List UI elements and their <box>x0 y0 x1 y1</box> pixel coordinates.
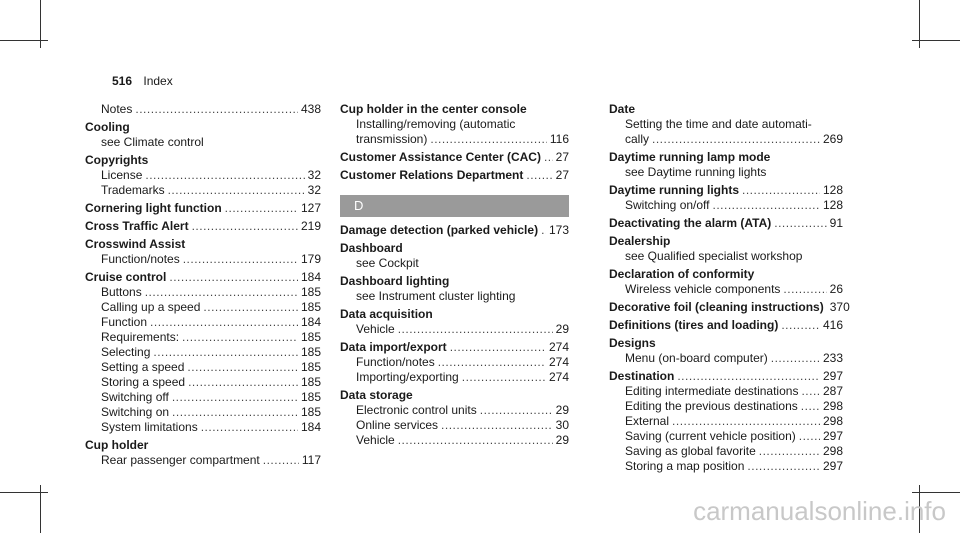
see-reference[interactable]: see Qualified specialist workshop <box>625 249 803 263</box>
index-subentry[interactable]: Switching on ..... 185 <box>85 405 321 420</box>
index-heading: Cup holder in the center console <box>340 102 527 116</box>
index-heading: Cooling <box>85 120 130 134</box>
index-subentry[interactable]: Editing the previous destinations ..... 298 <box>609 399 843 414</box>
index-entry[interactable]: Cross Traffic Alert ..... 219 <box>85 219 321 234</box>
crop-mark <box>912 40 960 41</box>
index-subentry[interactable]: Calling up a speed ..... 185 <box>85 300 321 315</box>
index-heading: Copyrights <box>85 153 149 167</box>
index-subentry[interactable]: Editing intermediate destinations ..... 287 <box>609 384 843 399</box>
index-heading: Dashboard <box>340 241 403 255</box>
watermark: carmanualsonline.info <box>693 496 946 526</box>
see-reference[interactable]: see Daytime running lights <box>625 165 767 179</box>
index-entry[interactable]: Data import/export ..... 274 <box>340 340 569 355</box>
index-heading: Data storage <box>340 388 413 402</box>
index-subentry[interactable]: Wireless vehicle components ..... 26 <box>609 282 843 297</box>
index-heading: Declaration of conformity <box>609 267 755 281</box>
index-subentry[interactable]: Function/notes ..... 274 <box>340 355 569 370</box>
index-entry[interactable]: Destination ..... 297 <box>609 369 843 384</box>
index-heading: Cup holder <box>85 438 149 452</box>
index-subentry[interactable]: System limitations ..... 184 <box>85 420 321 435</box>
index-subentry[interactable]: License ..... 32 <box>85 168 321 183</box>
section-letter-bar: D <box>340 195 569 217</box>
index-subentry[interactable]: Importing/exporting ..... 274 <box>340 370 569 385</box>
crop-mark <box>0 40 48 41</box>
page-header <box>112 74 173 88</box>
index-entry[interactable]: Decorative foil (cleaning instructions) 370 <box>609 300 850 314</box>
index-subentry[interactable]: Saving as global favorite ..... 298 <box>609 444 843 459</box>
index-subentry[interactable]: Requirements: ..... 185 <box>85 330 321 345</box>
see-reference[interactable]: see Cockpit <box>356 256 419 270</box>
index-entry[interactable]: Cornering light function ..... 127 <box>85 201 321 216</box>
see-reference[interactable]: see Instrument cluster lighting <box>356 289 516 303</box>
index-entry[interactable]: Cruise control ..... 184 <box>85 270 321 285</box>
index-subentry[interactable]: Function/notes ..... 179 <box>85 252 321 267</box>
index-heading: Dashboard lighting <box>340 274 450 288</box>
index-subentry-line[interactable]: Installing/removing (automatic <box>356 117 516 131</box>
index-column-2 <box>340 102 569 448</box>
page-title: Index <box>143 74 173 88</box>
index-subentry[interactable]: Menu (on-board computer) ..... 233 <box>609 351 843 366</box>
index-subentry[interactable]: Rear passenger compartment ..... 117 <box>85 453 321 468</box>
index-heading: Crosswind Assist <box>85 237 186 251</box>
page-number: 516 <box>112 74 133 88</box>
index-subentry[interactable]: Setting a speed ..... 185 <box>85 360 321 375</box>
index-column-1 <box>85 102 321 468</box>
index-heading: Dealership <box>609 234 671 248</box>
see-reference[interactable]: see Climate control <box>101 135 204 149</box>
index-subentry[interactable]: Notes ..... 438 <box>85 102 321 117</box>
index-heading: Date <box>609 102 636 116</box>
index-subentry[interactable]: Switching on/off ..... 128 <box>609 198 843 213</box>
index-entry[interactable]: Damage detection (parked vehicle) ..... 173 <box>340 223 569 238</box>
index-subentry[interactable]: Trademarks ..... 32 <box>85 183 321 198</box>
crop-mark <box>0 492 48 493</box>
index-subentry[interactable]: Switching off ..... 185 <box>85 390 321 405</box>
index-subentry[interactable]: Vehicle ..... 29 <box>340 433 569 448</box>
index-entry[interactable]: Definitions (tires and loading) ..... 416 <box>609 318 843 333</box>
index-entry[interactable]: Customer Relations Department ..... 27 <box>340 168 569 183</box>
index-column-3 <box>609 102 850 474</box>
index-entry[interactable]: Deactivating the alarm (ATA) ..... 91 <box>609 216 843 231</box>
index-subentry[interactable]: Storing a map position ..... 297 <box>609 459 843 474</box>
index-subentry[interactable]: transmission) ..... 116 <box>340 132 569 147</box>
index-subentry-line[interactable]: Setting the time and date automati- <box>625 117 812 131</box>
index-subentry[interactable]: Buttons ..... 185 <box>85 285 321 300</box>
index-subentry[interactable]: Selecting ..... 185 <box>85 345 321 360</box>
index-heading: Daytime running lamp mode <box>609 150 771 164</box>
index-subentry[interactable]: Electronic control units ..... 29 <box>340 403 569 418</box>
index-subentry[interactable]: Saving (current vehicle position) ..... 297 <box>609 429 843 444</box>
index-entry[interactable]: Daytime running lights ..... 128 <box>609 183 843 198</box>
index-subentry[interactable]: Vehicle ..... 29 <box>340 322 569 337</box>
index-subentry[interactable]: Function ..... 184 <box>85 315 321 330</box>
index-entry[interactable]: Customer Assistance Center (CAC) ..... 27 <box>340 150 569 165</box>
index-subentry[interactable]: cally ..... 269 <box>609 132 843 147</box>
index-subentry[interactable]: External ..... 298 <box>609 414 843 429</box>
index-subentry[interactable]: Online services ..... 30 <box>340 418 569 433</box>
index-heading: Designs <box>609 336 656 350</box>
crop-mark <box>912 492 960 493</box>
index-subentry[interactable]: Storing a speed ..... 185 <box>85 375 321 390</box>
index-heading: Data acquisition <box>340 307 433 321</box>
